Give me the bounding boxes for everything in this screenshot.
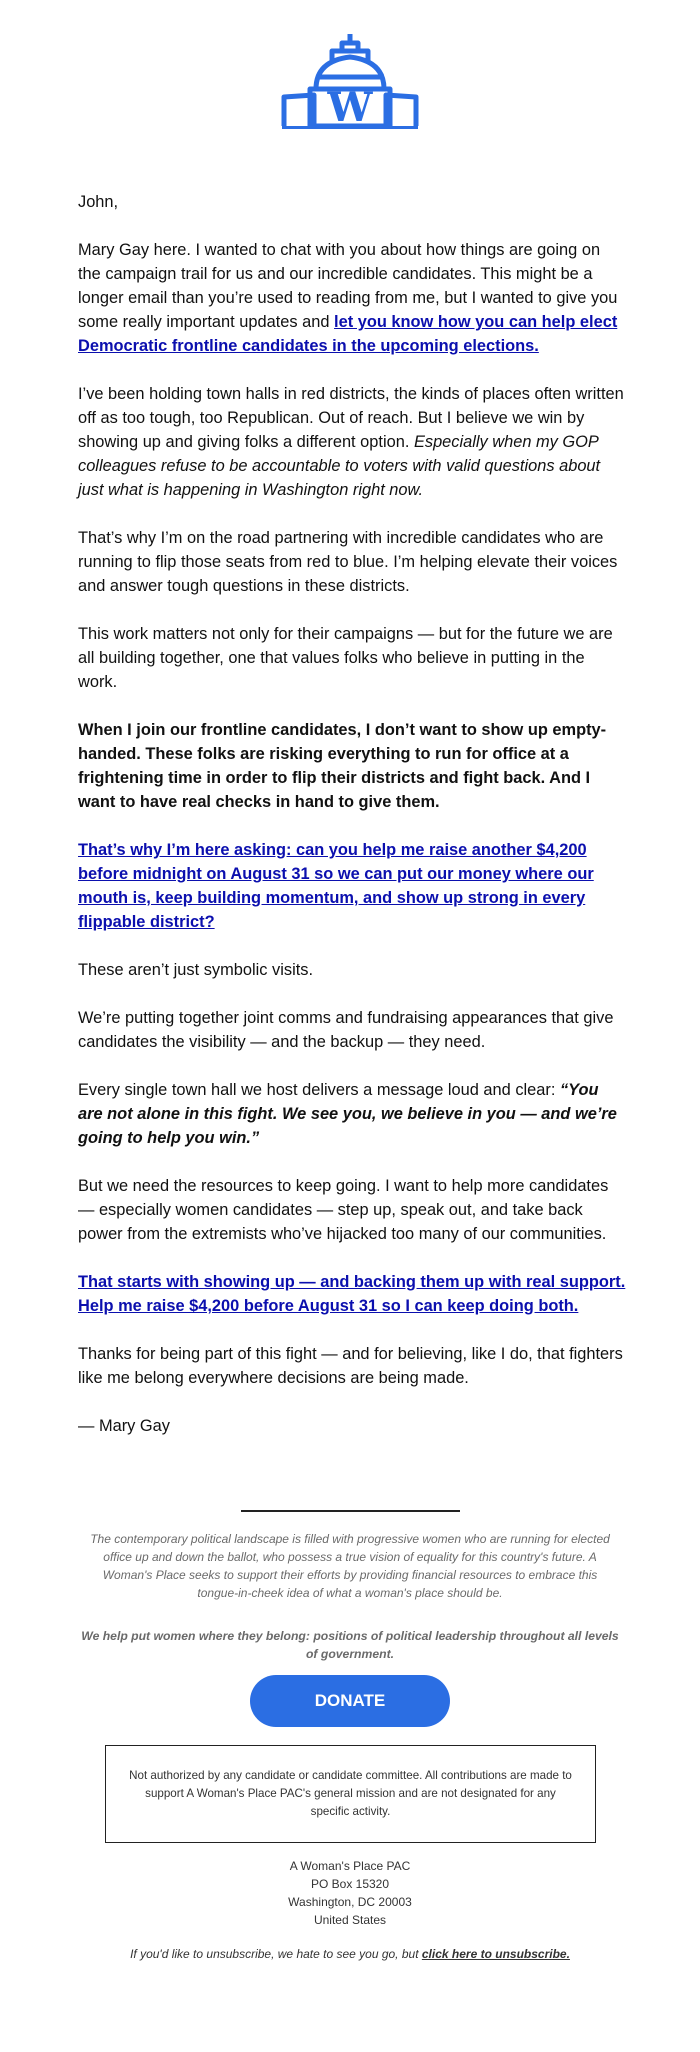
unsubscribe-link[interactable]: click here to unsubscribe. bbox=[421, 1947, 570, 1961]
mailing-address bbox=[200, 1857, 500, 1929]
paragraph-7: These aren’t just symbolic visits. bbox=[78, 961, 314, 979]
mission-statement: We help put women where they belong: positions of political leadership throughout all levels of government. bbox=[81, 1629, 619, 1661]
about-text: The contemporary political landscape is filled with progressive women who are running for elected office up and down the ballot, who possess a true vision of equality for this country's future. A Woman's Place seeks to support their efforts by providing financial resources to embrace this tongue-in-cheek idea of what a woman's place should be. bbox=[90, 1532, 610, 1600]
disclaimer-box bbox=[105, 1745, 596, 1843]
paragraph-2-italic: Especially when my GOP colleagues refuse to be accountable to voters with valid questions about just what is happening in Washington right now. bbox=[78, 433, 601, 499]
paragraph-5-bold: When I join our frontline candidates, I don’t want to show up empty-handed. These folks are risking everything to run for office at a frightening time in order to flip their districts and fight back. And I want to have real checks in hand to give them. bbox=[78, 721, 607, 811]
paragraph-11 bbox=[78, 1270, 626, 1318]
help-elect-link[interactable]: let you know how you can help elect Democratic frontline candidates in the upcoming elections. bbox=[78, 313, 618, 355]
paragraph-1 bbox=[78, 238, 626, 358]
paragraph-4: This work matters not only for their campaigns — but for the future we are all building together, one that values folks who believe in putting in the work. bbox=[78, 625, 613, 691]
signoff: — Mary Gay bbox=[78, 1417, 170, 1435]
raise-4200-link[interactable]: That’s why I’m here asking: can you help me raise another $4,200 before midnight on August 31 so we can put our money where our mouth is, keep building momentum, and show up strong in every flippable district? bbox=[78, 841, 594, 931]
paragraph-9 bbox=[78, 1078, 626, 1150]
donate-button[interactable]: DONATE bbox=[250, 1675, 450, 1727]
address-city: Washington, DC 20003 bbox=[288, 1895, 412, 1909]
greeting: John, bbox=[78, 193, 119, 211]
capitol-logo bbox=[280, 33, 420, 173]
footer-divider bbox=[241, 1510, 460, 1512]
paragraph-8: We’re putting together joint comms and fundraising appearances that give candidates the visibility — and the backup — they need. bbox=[78, 1009, 614, 1051]
paragraph-3: That’s why I’m on the road partnering with incredible candidates who are running to flip those seats from red to blue. I’m helping elevate their voices and answer tough questions in these districts. bbox=[78, 529, 618, 595]
paragraph-9-text: Every single town hall we host delivers a message loud and clear: bbox=[78, 1081, 560, 1099]
paragraph-12: Thanks for being part of this fight — and for believing, like I do, that fighters like me belong everywhere decisions are being made. bbox=[78, 1345, 623, 1387]
town-hall-quote: “You are not alone in this fight. We see you, we believe in you — and we’re going to help you win.” bbox=[78, 1081, 617, 1147]
unsubscribe-line bbox=[70, 1945, 630, 1963]
email-body bbox=[78, 190, 626, 1462]
paragraph-1-text: Mary Gay here. I wanted to chat with you about how things are going on the campaign trail for us and our incredible candidates. This might be a longer email than you’re used to reading from me, but I wanted to give you some really important updates and bbox=[78, 241, 618, 331]
paragraph-2-text: I’ve been holding town halls in red districts, the kinds of places often written off as too tough, too Republican. Out of reach. But I believe we win by showing up and giving folks a different option. bbox=[78, 385, 624, 451]
address-po-box: PO Box 15320 bbox=[310, 1877, 390, 1891]
logo-letter: W bbox=[327, 84, 373, 131]
unsubscribe-text: If you'd like to unsubscribe, we hate to see you go, but bbox=[130, 1947, 422, 1961]
paragraph-10: But we need the resources to keep going. I want to help more candidates — especially women candidates — step up, speak out, and take back power from the extremists who’ve hijacked too many of our communities. bbox=[78, 1177, 609, 1243]
address-country: United States bbox=[313, 1913, 387, 1927]
paragraph-6 bbox=[78, 838, 626, 934]
paragraph-2 bbox=[78, 382, 626, 502]
backing-support-link[interactable]: That starts with showing up — and backing them up with real support. Help me raise $4,200 before August 31 so I can keep doing both. bbox=[78, 1273, 626, 1315]
address-org: A Woman's Place PAC bbox=[289, 1859, 411, 1873]
disclaimer-text: Not authorized by any candidate or candidate committee. All contributions are made to support A Woman's Place PAC's general mission and are not designated for any specific activity. bbox=[129, 1769, 572, 1818]
